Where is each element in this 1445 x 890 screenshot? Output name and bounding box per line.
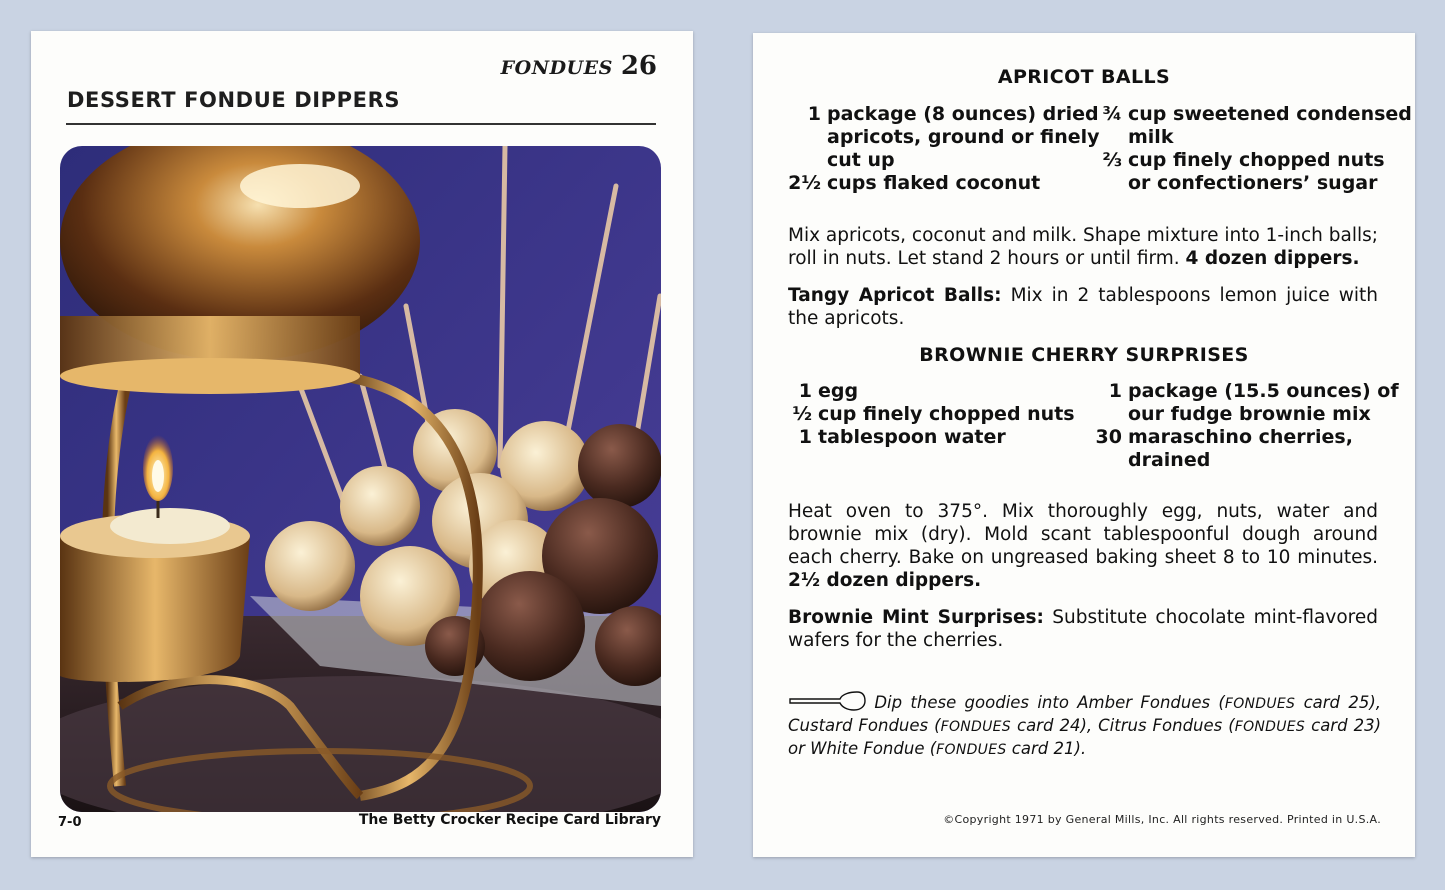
ingredients-apricot-right (1102, 103, 1412, 195)
title-divider (66, 123, 656, 125)
ingredient-item: 1 tablespoon water (798, 426, 1006, 448)
ingredient-item: ¾ cup sweetened condensed milk (1102, 103, 1412, 148)
ingredient-item: 1 package (15.5 ounces) of our fudge brownie mix (1108, 380, 1399, 425)
ingredient-item: 1 egg (798, 380, 859, 402)
ingredient-item: 2½ cups flaked coconut (788, 172, 1041, 194)
directions-apricot-balls: Mix apricots, coconut and milk. Shape mixture into 1-inch balls; roll in nuts. Let stand 2 hours or until firm. 4 dozen dippers. (788, 225, 1378, 269)
card-number: 26 (620, 51, 657, 81)
copyright-notice: ©Copyright 1971 by General Mills, Inc. All rights reserved. Printed in U.S.A. (943, 813, 1381, 826)
variation-brownie-mint: Brownie Mint Surprises: Substitute chocolate mint-flavored wafers for the cherries. (788, 607, 1378, 651)
ingredient-item: ½ cup finely chopped nuts (792, 403, 1075, 425)
recipe-card-back (753, 33, 1415, 857)
ingredient-item: 1 package (8 ounces) dried apricots, ground or finely cut up (807, 103, 1100, 171)
fondue-photo (60, 146, 661, 812)
recipe-title-brownie-cherry: BROWNIE CHERRY SURPRISES (919, 344, 1249, 366)
ingredients-brownie-right (1095, 380, 1399, 472)
ingredients-apricot-left (788, 103, 1100, 195)
yield-brownie: 2½ dozen dippers. (788, 570, 982, 591)
ingredient-item: 30 maraschino cherries, drained (1095, 426, 1353, 471)
directions-brownie-cherry: Heat oven to 375°. Mix thoroughly egg, nuts, water and brownie mix (dry). Mold scant tablespoonful dough around each cherry. Bake on ungreased baking sheet 8 to 10 minutes. 2½ dozen dippers. (788, 501, 1378, 591)
ingredient-item: ⅔ cup finely chopped nuts or confectioners’ sugar (1102, 149, 1385, 194)
spoon-icon (788, 691, 866, 711)
card-code: 7-0 (58, 815, 82, 830)
yield-apricot: 4 dozen dippers. (1185, 248, 1360, 269)
library-name: The Betty Crocker Recipe Card Library (358, 812, 661, 828)
category-header (501, 51, 657, 81)
category-name: FONDUES (500, 57, 613, 79)
ingredients-brownie-left (792, 380, 1075, 449)
serving-note: Dip these goodies into Amber Fondues (FONDUES card 25), Custard Fondues (FONDUES card 24), Citrus Fondues (FONDUES card 23) or White Fondue (FONDUES card 21). (788, 693, 1382, 758)
variation-tangy-apricot: Tangy Apricot Balls: Mix in 2 tablespoons lemon juice with the apricots. (788, 285, 1378, 329)
card-title: DESSERT FONDUE DIPPERS (67, 88, 401, 112)
recipe-card-front (31, 31, 693, 857)
recipe-title-apricot-balls: APRICOT BALLS (997, 66, 1171, 88)
